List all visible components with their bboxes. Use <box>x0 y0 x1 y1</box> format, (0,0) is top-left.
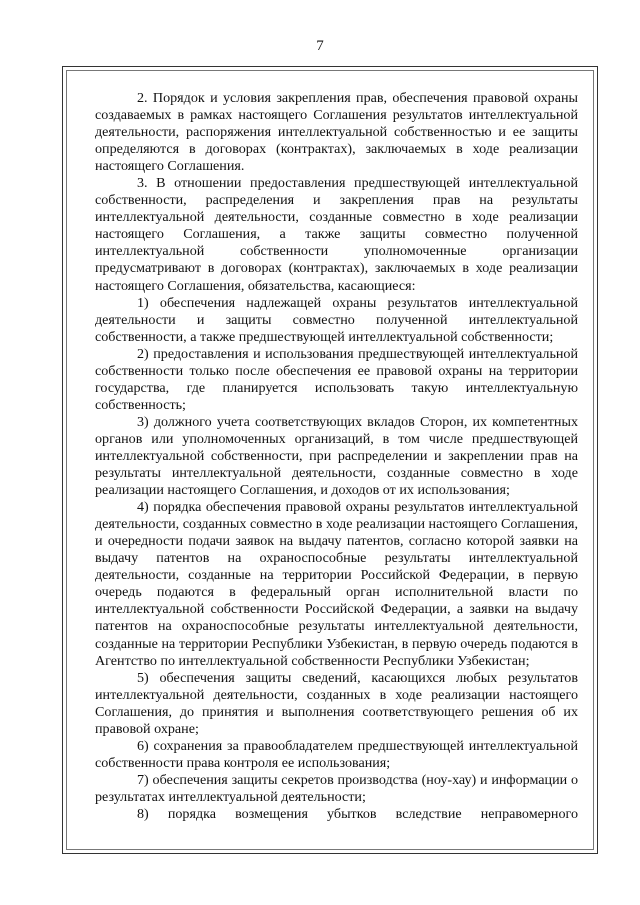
list-item-7: 7) обеспечения защиты секретов производства (ноу-хау) и информации о результатах интеллектуальной деятельности; <box>95 771 578 805</box>
document-body <box>95 90 578 823</box>
paragraph-3: 3. В отношении предоставления предшествующей интеллектуальной собственности, распределения и закрепления прав на результаты интеллектуальной деятельности, созданные совместно в ходе реализации настоящего Соглашения, а также защиты совместно полученной интеллектуальной собственности уполномоченные организации предусматривают в договорах (контрактах), заключаемых в ходе реализации настоящего Соглашения, обязательства, касающиеся: <box>95 175 578 294</box>
page-number: 7 <box>316 38 324 54</box>
list-item-1: 1) обеспечения надлежащей охраны результатов интеллектуальной деятельности и защиты совместно полученной интеллектуальной собственности, а также предшествующей интеллектуальной собственности; <box>95 294 578 345</box>
list-item-8: 8) порядка возмещения убытков вследствие неправомерного <box>137 805 578 822</box>
list-item-5: 5) обеспечения защиты сведений, касающихся любых результатов интеллектуальной деятельности, созданных в ходе реализации настоящего Соглашения, до принятия и выполнения соответствующего решения об их правовой охране; <box>95 669 578 737</box>
list-item-4: 4) порядка обеспечения правовой охраны результатов интеллектуальной деятельности, созданных совместно в ходе реализации настоящего Соглашения, и очередности подачи заявок на выдачу патентов, согласно которой заявки на выдачу патентов на охраноспособные результаты интеллектуальной деятельности, созданные на территории Российской Федерации, в первую очередь подаются в федеральный орган исполнительной власти по интеллектуальной собственности Российской Федерации, а заявки на выдачу патентов на охраноспособные результаты интеллектуальной деятельности, созданные на территории Республики Узбекистан, в первую очередь подаются в Агентство по интеллектуальной собственности Республики Узбекистан; <box>95 499 578 669</box>
list-item-3: 3) должного учета соответствующих вкладов Сторон, их компетентных органов или уполномоченных организаций, в том числе предшествующей интеллектуальной собственности, при распределении и закреплении прав на результаты интеллектуальной деятельности, созданные совместно в ходе реализации настоящего Соглашения, и доходов от их использования; <box>95 413 578 499</box>
paragraph-2: 2. Порядок и условия закрепления прав, обеспечения правовой охраны создаваемых в рамках настоящего Соглашения результатов интеллектуальной деятельности, распоряжения интеллектуальной собственностью и ее защиты определяются в договорах (контрактах), заключаемых в ходе реализации настоящего Соглашения. <box>95 90 578 175</box>
list-item-6: 6) сохранения за правообладателем предшествующей интеллектуальной собственности права контроля ее использования; <box>95 737 578 771</box>
list-item-2: 2) предоставления и использования предшествующей интеллектуальной собственности только после обеспечения ее правовой охраны на территории государства, где планируется использовать такую интеллектуальную собственность; <box>95 345 578 413</box>
